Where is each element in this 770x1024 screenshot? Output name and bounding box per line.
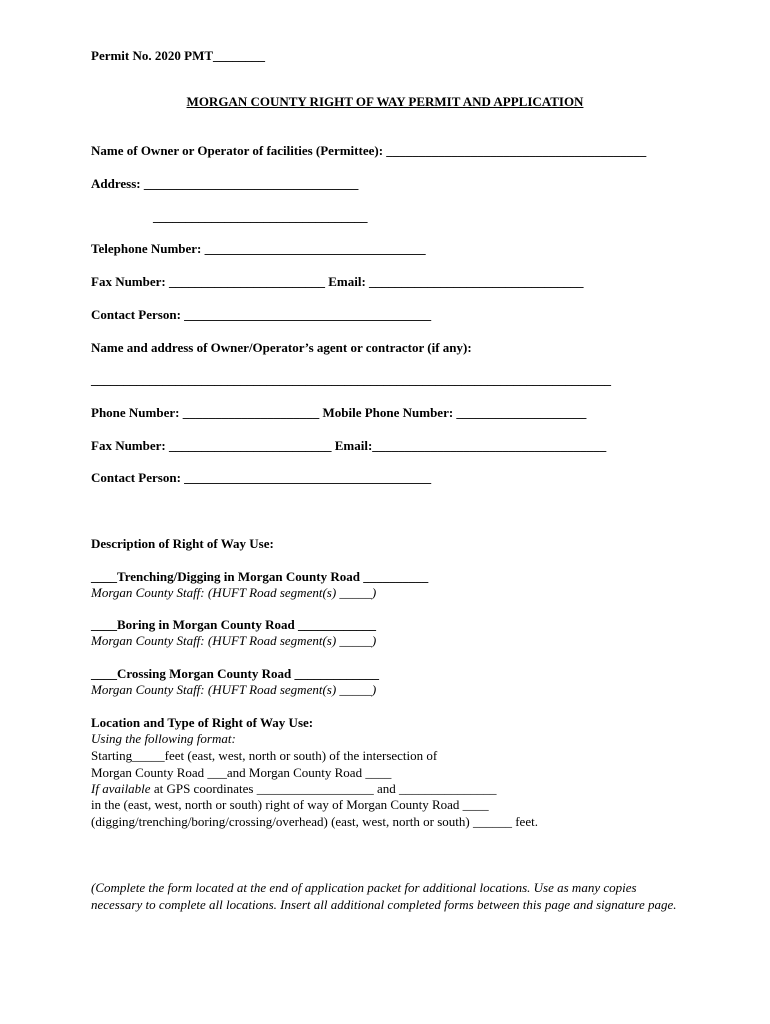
agent-contact-field[interactable]: Contact Person: ______________________________________ [91, 470, 432, 485]
fax-email-field[interactable]: Fax Number: ________________________ Email: _________________________________ [91, 274, 584, 289]
telephone-field[interactable]: Telephone Number: __________________________________ [91, 241, 426, 256]
location-line-4[interactable]: in the (east, west, north or south) right of way of Morgan County Road ____ [91, 797, 489, 812]
permit-number: Permit No. 2020 PMT________ [91, 48, 266, 63]
trenching-staff-note: Morgan County Staff: (HUFT Road segment(s) _____) [91, 585, 377, 600]
agent-phone-mobile-field[interactable]: Phone Number: _____________________ Mobile Phone Number: ____________________ [91, 405, 587, 420]
location-line-1[interactable]: Starting_____feet (east, west, north or south) of the intersection of [91, 748, 438, 763]
trenching-option[interactable]: ____Trenching/Digging in Morgan County Road __________ [91, 569, 429, 584]
format-note: Using the following format: [91, 731, 236, 746]
agent-heading: Name and address of Owner/Operator’s agent or contractor (if any): [91, 340, 472, 355]
crossing-option[interactable]: ____Crossing Morgan County Road _____________ [91, 666, 379, 681]
description-heading: Description of Right of Way Use: [91, 536, 274, 551]
address-line2-field[interactable]: _________________________________ [153, 209, 368, 224]
permittee-name-field[interactable]: Name of Owner or Operator of facilities (Permittee): ________________________________________ [91, 143, 647, 158]
crossing-staff-note: Morgan County Staff: (HUFT Road segment(s) _____) [91, 682, 377, 697]
location-line-2[interactable]: Morgan County Road ___and Morgan County Road ____ [91, 765, 392, 780]
page-title: MORGAN COUNTY RIGHT OF WAY PERMIT AND APPLICATION [186, 94, 584, 109]
location-line-5[interactable]: (digging/trenching/boring/crossing/overhead) (east, west, north or south) ______ feet. [91, 814, 538, 829]
contact-person-field[interactable]: Contact Person: ______________________________________ [91, 307, 432, 322]
boring-staff-note: Morgan County Staff: (HUFT Road segment(s) _____) [91, 633, 377, 648]
agent-address-field[interactable]: ________________________________________________________________________________ [91, 372, 611, 387]
if-available-label: If available [91, 781, 151, 796]
agent-fax-email-field[interactable]: Fax Number: _________________________ Email:____________________________________ [91, 438, 607, 453]
location-heading: Location and Type of Right of Way Use: [91, 715, 314, 730]
footer-note: (Complete the form located at the end of application packet for additional locations. Use as many copies necessary to complete all locations. Insert all additional completed forms between this page and signature page. [91, 880, 677, 912]
gps-coordinates-text: at GPS coordinates __________________ and _______________ [150, 781, 497, 796]
boring-option[interactable]: ____Boring in Morgan County Road ____________ [91, 617, 376, 632]
location-line-3[interactable] [91, 781, 497, 797]
address-field[interactable]: Address: _________________________________ [91, 176, 359, 191]
